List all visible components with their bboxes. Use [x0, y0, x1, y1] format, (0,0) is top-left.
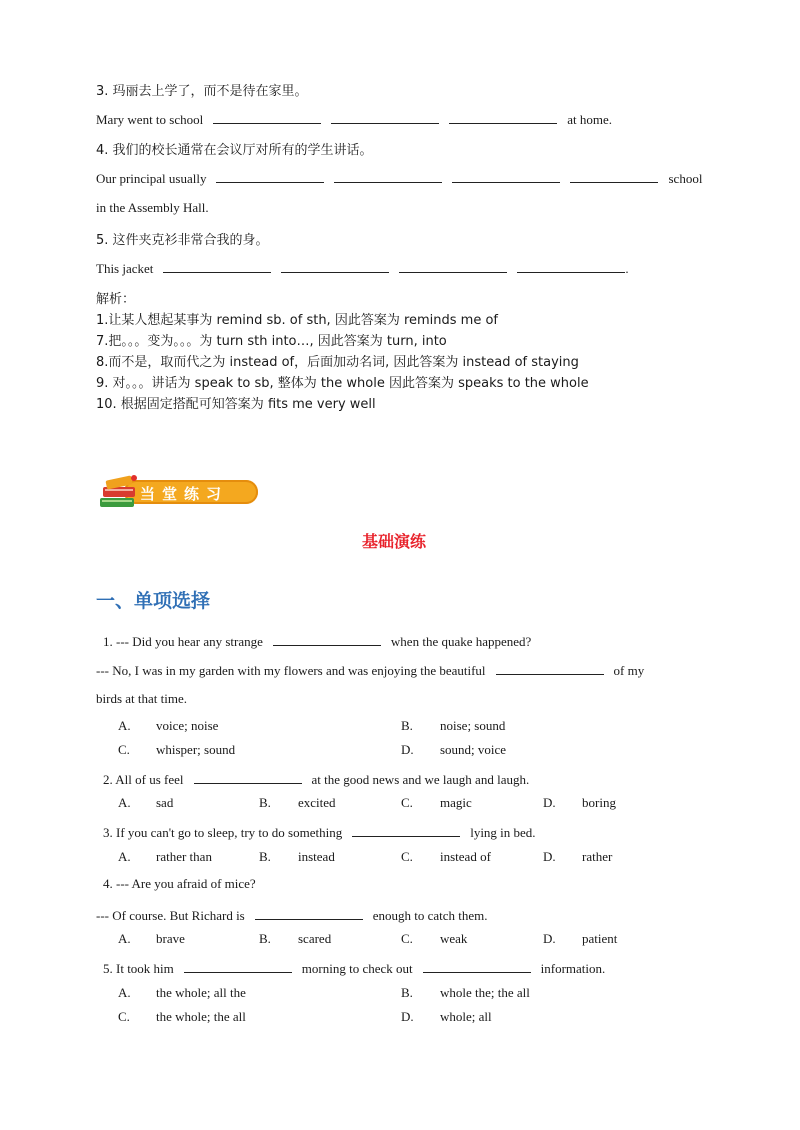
- q4-chinese: 4. 我们的校长通常在会议厅对所有的学生讲话。: [96, 143, 373, 158]
- q5-text-start: This jacket: [96, 261, 154, 276]
- option-c[interactable]: C.: [401, 931, 413, 946]
- option-c[interactable]: C.: [401, 849, 413, 864]
- option-a-text: rather than: [156, 849, 212, 864]
- option-a-text: sad: [156, 795, 174, 810]
- option-b[interactable]: B.: [259, 849, 271, 864]
- answer-blank[interactable]: [281, 258, 389, 273]
- q5-stem-middle: morning to check out: [301, 961, 413, 976]
- answer-blank[interactable]: [449, 109, 557, 124]
- q5-stem-start: 5. It took him: [103, 961, 174, 976]
- option-d[interactable]: D.: [401, 1009, 414, 1024]
- option-b-text: instead: [298, 849, 335, 864]
- answer-blank[interactable]: [163, 258, 271, 273]
- option-d[interactable]: D.: [401, 742, 414, 757]
- option-b[interactable]: B.: [259, 795, 271, 810]
- q5-text-end: .: [625, 261, 629, 276]
- answer-blank[interactable]: [273, 631, 381, 646]
- answer-blank[interactable]: [331, 109, 439, 124]
- section-title: 一、单项选择: [96, 590, 211, 612]
- option-b-text: whole the; the all: [440, 985, 530, 1000]
- answer-blank[interactable]: [334, 168, 442, 183]
- analysis-line: 1.让某人想起某事为 remind sb. of sth, 因此答案为 reminds me of: [96, 313, 499, 328]
- option-a[interactable]: A.: [118, 931, 131, 946]
- q1-stem-start: 1. --- Did you hear any strange: [103, 634, 263, 649]
- question-1-line2: [96, 660, 644, 679]
- option-c-text: magic: [440, 795, 472, 810]
- question-4-line1: 4. --- Are you afraid of mice?: [103, 876, 256, 891]
- q5-stem-end: information.: [540, 961, 606, 976]
- answer-blank[interactable]: [399, 258, 507, 273]
- option-d-text: rather: [582, 849, 613, 864]
- option-d[interactable]: D.: [543, 795, 556, 810]
- q4-english-line: [96, 168, 702, 187]
- books-icon: [96, 472, 140, 514]
- question-4-line2: [96, 905, 488, 924]
- option-b[interactable]: B.: [259, 931, 271, 946]
- option-a[interactable]: A.: [118, 849, 131, 864]
- option-d[interactable]: D.: [543, 931, 556, 946]
- option-a[interactable]: A.: [118, 795, 131, 810]
- q3-stem-start: 3. If you can't go to sleep, try to do something: [103, 825, 343, 840]
- basic-practice-title: 基础演练: [362, 532, 427, 551]
- answer-blank[interactable]: [213, 109, 321, 124]
- option-b[interactable]: B.: [401, 718, 413, 733]
- answer-blank[interactable]: [517, 258, 625, 273]
- answer-blank[interactable]: [496, 660, 604, 675]
- question-1-line3: birds at that time.: [96, 691, 187, 706]
- answer-blank[interactable]: [255, 905, 363, 920]
- option-a-text: brave: [156, 931, 185, 946]
- q3-text-start: Mary went to school: [96, 112, 204, 127]
- question-5-stem: [103, 958, 605, 977]
- banner-pill: [124, 480, 258, 504]
- q5-chinese: 5. 这件夹克衫非常合我的身。: [96, 233, 269, 248]
- option-b-text: excited: [298, 795, 336, 810]
- analysis-line: 9. 对。。。讲话为 speak to sb, 整体为 the whole 因此答案为 speaks to the whole: [96, 376, 589, 391]
- q2-stem-start: 2. All of us feel: [103, 772, 184, 787]
- answer-blank[interactable]: [452, 168, 560, 183]
- answer-blank[interactable]: [423, 958, 531, 973]
- answer-blank[interactable]: [570, 168, 658, 183]
- option-d-text: whole; all: [440, 1009, 492, 1024]
- analysis-line: 10. 根据固定搭配可知答案为 fits me very well: [96, 397, 376, 412]
- answer-blank[interactable]: [184, 958, 292, 973]
- q4-reply-start: --- Of course. But Richard is: [96, 908, 245, 923]
- option-a[interactable]: A.: [118, 985, 131, 1000]
- q5-english-line: [96, 258, 629, 277]
- option-c[interactable]: C.: [118, 742, 130, 757]
- option-c[interactable]: C.: [118, 1009, 130, 1024]
- analysis-heading: 解析：: [96, 292, 136, 307]
- answer-blank[interactable]: [352, 822, 460, 837]
- option-d[interactable]: D.: [543, 849, 556, 864]
- q1-reply-end: of my: [613, 663, 645, 678]
- option-c-text: instead of: [440, 849, 491, 864]
- classroom-practice-banner: [96, 472, 262, 512]
- option-c[interactable]: C.: [401, 795, 413, 810]
- option-a-text: voice; noise: [156, 718, 219, 733]
- q4-text-end: school: [668, 171, 703, 186]
- q4-english-continued: in the Assembly Hall.: [96, 200, 209, 215]
- option-d-text: boring: [582, 795, 616, 810]
- analysis-line: 7.把。。。变为。。。为 turn sth into…, 因此答案为 turn, into: [96, 334, 447, 349]
- option-c-text: the whole; the all: [156, 1009, 246, 1024]
- q2-stem-end: at the good news and we laugh and laugh.: [311, 772, 530, 787]
- answer-blank[interactable]: [194, 769, 302, 784]
- q3-text-end: at home.: [567, 112, 612, 127]
- option-b-text: scared: [298, 931, 332, 946]
- option-c-text: weak: [440, 931, 468, 946]
- q3-stem-end: lying in bed.: [470, 825, 536, 840]
- q3-english-line: [96, 109, 612, 128]
- question-1-line1: [103, 631, 531, 650]
- option-d-text: patient: [582, 931, 618, 946]
- q1-reply-start: --- No, I was in my garden with my flowers and was enjoying the beautiful: [96, 663, 486, 678]
- option-b-text: noise; sound: [440, 718, 506, 733]
- option-d-text: sound; voice: [440, 742, 507, 757]
- analysis-line: 8.而不是，取而代之为 instead of，后面加动名词, 因此答案为 instead of staying: [96, 355, 579, 370]
- question-2-stem: [103, 769, 529, 788]
- question-3-stem: [103, 822, 536, 841]
- answer-blank[interactable]: [216, 168, 324, 183]
- option-c-text: whisper; sound: [156, 742, 236, 757]
- q4-reply-end: enough to catch them.: [372, 908, 488, 923]
- option-a-text: the whole; all the: [156, 985, 246, 1000]
- banner-label: 当堂练习: [140, 485, 229, 503]
- q4-text-start: Our principal usually: [96, 171, 207, 186]
- q1-stem-end: when the quake happened?: [390, 634, 532, 649]
- option-b[interactable]: B.: [401, 985, 413, 1000]
- q3-chinese: 3. 玛丽去上学了，而不是待在家里。: [96, 84, 308, 99]
- option-a[interactable]: A.: [118, 718, 131, 733]
